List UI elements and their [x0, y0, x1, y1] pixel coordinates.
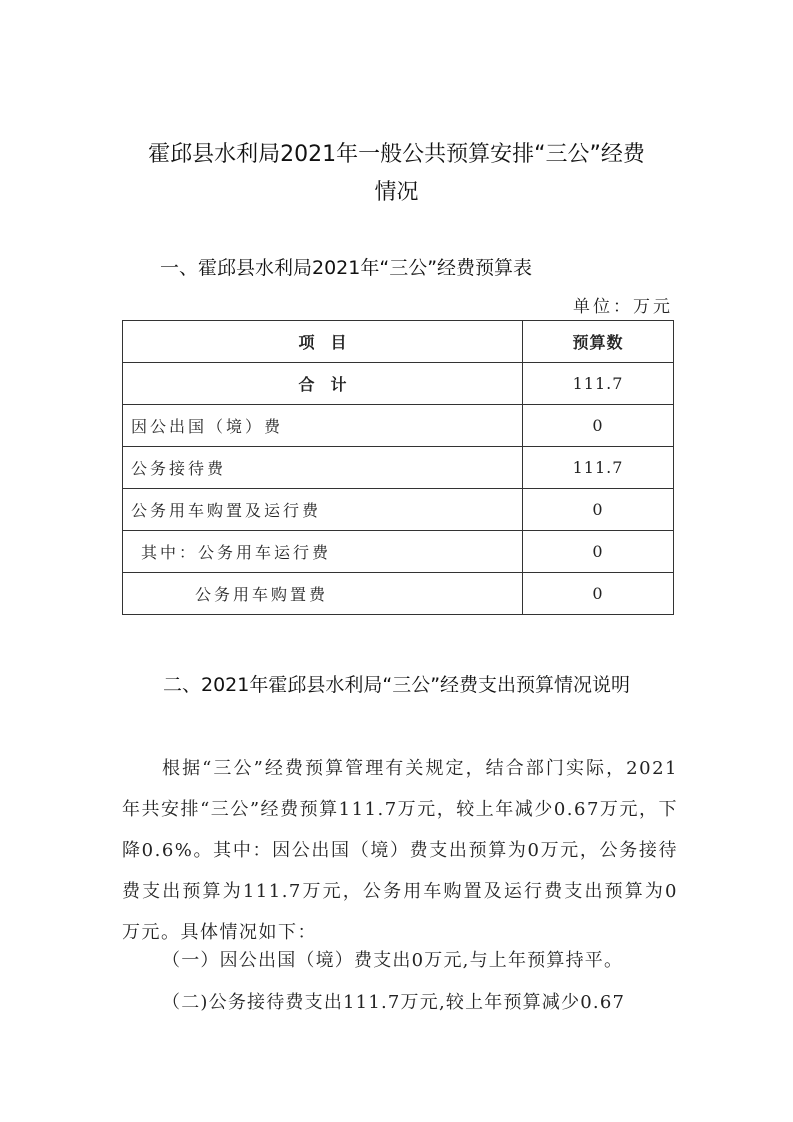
list-item-2: （二)公务接待费支出111.7万元,较上年预算减少0.67 [162, 992, 626, 1013]
row-value: 111.7 [523, 363, 674, 405]
table-row [123, 573, 674, 615]
budget-table [122, 320, 674, 615]
row-value: 111.7 [523, 447, 674, 489]
body-paragraph: 根据“三公”经费预算管理有关规定，结合部门实际，2021年共安排“三公”经费预算111.7万元，较上年减少0.67万元，下降0.6%。其中：因公出国（境）费支出预算为0万元，公务接待费支出预算为111.7万元，公务用车购置及运行费支出预算为0万元。具体情况如下： [122, 758, 678, 943]
document-title-line1: 霍邱县水利局2021年一般公共预算安排“三公”经费 [148, 142, 645, 167]
row-item: 公务用车购置及运行费 [123, 489, 523, 531]
table-row [123, 363, 674, 405]
header-item: 项 目 [123, 321, 523, 363]
row-item: 公务接待费 [123, 447, 523, 489]
table-row [123, 489, 674, 531]
document-title-line2: 情况 [374, 180, 419, 205]
row-item: 其中：公务用车运行费 [123, 531, 523, 573]
table-row [123, 531, 674, 573]
list-item-1: （一）因公出国（境）费支出0万元,与上年预算持平。 [162, 950, 624, 971]
table-row [123, 447, 674, 489]
table-row [123, 405, 674, 447]
section2-heading: 二、2021年霍邱县水利局“三公”经费支出预算情况说明 [163, 674, 631, 696]
section1-heading: 一、霍邱县水利局2021年“三公”经费预算表 [160, 257, 533, 279]
row-item: 公务用车购置费 [123, 573, 523, 615]
row-value: 0 [523, 531, 674, 573]
header-budget: 预算数 [523, 321, 674, 363]
row-value: 0 [523, 405, 674, 447]
row-item-total: 合 计 [123, 363, 523, 405]
row-value: 0 [523, 573, 674, 615]
row-value: 0 [523, 489, 674, 531]
unit-label: 单位：万元 [573, 297, 673, 317]
table-header-row [123, 321, 674, 363]
document-title [100, 136, 693, 212]
row-item: 因公出国（境）费 [123, 405, 523, 447]
